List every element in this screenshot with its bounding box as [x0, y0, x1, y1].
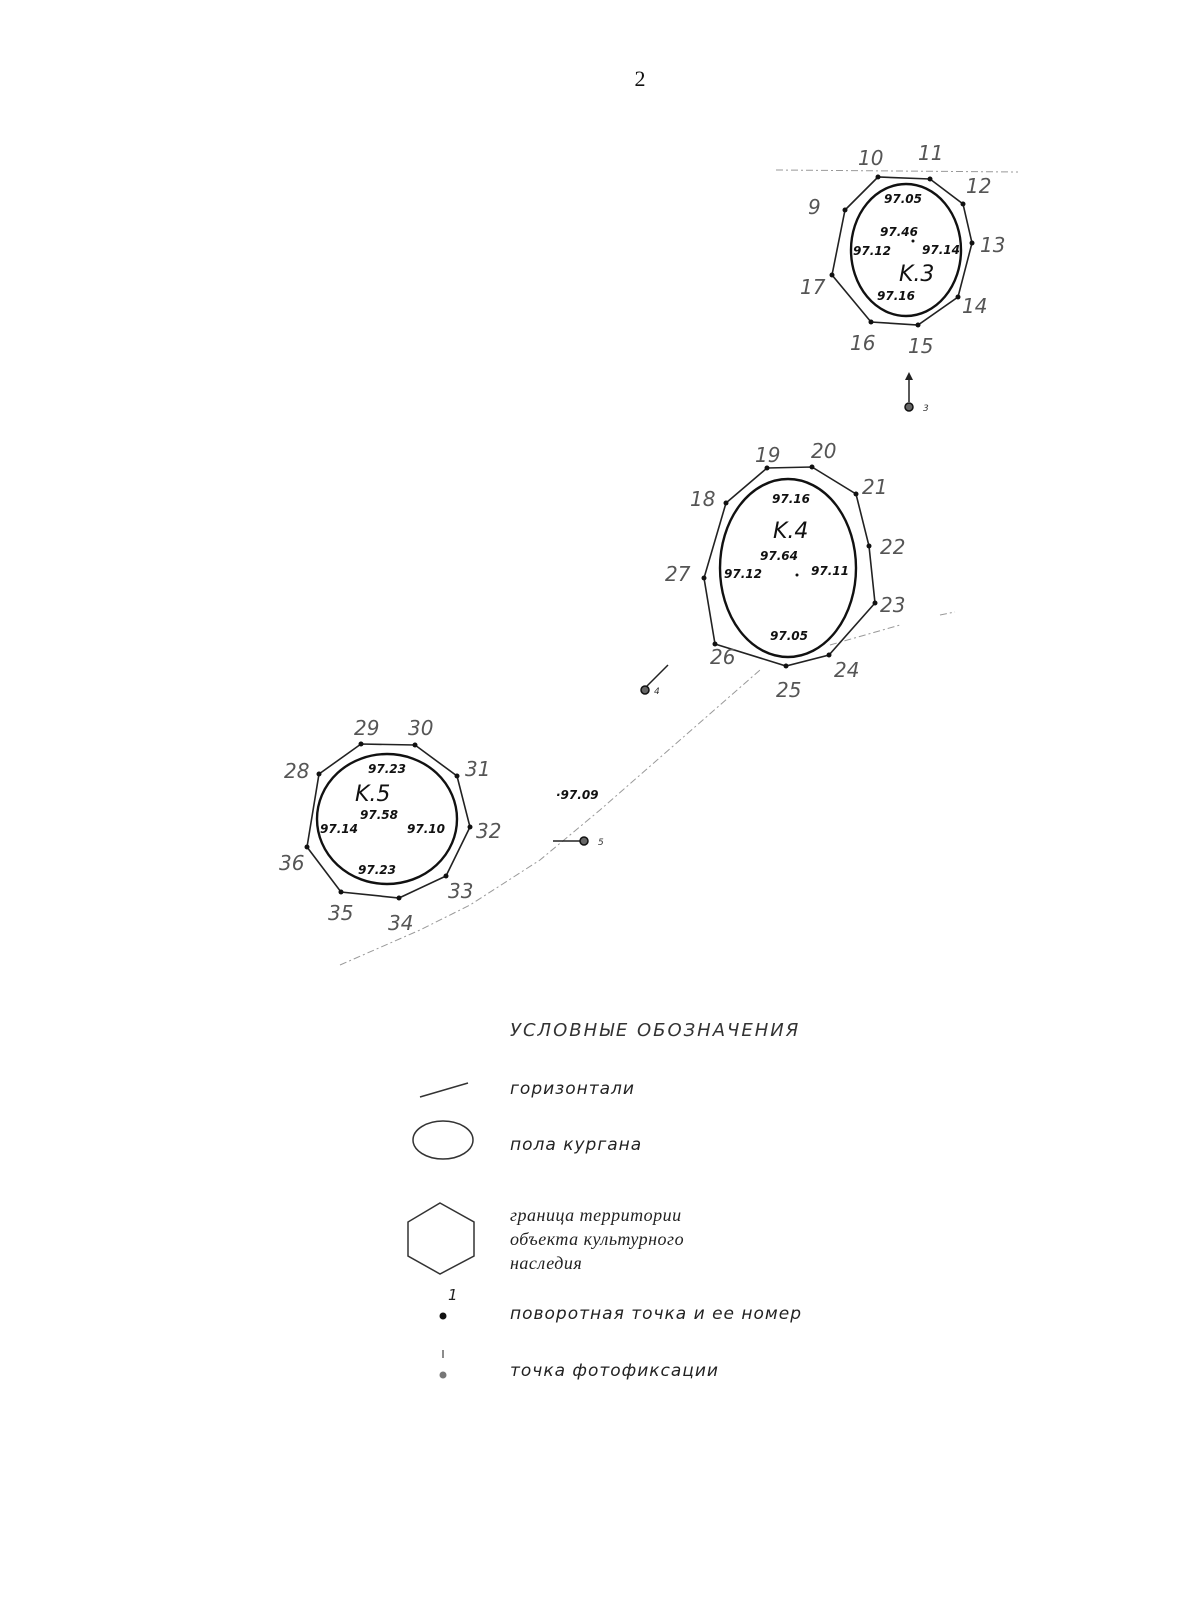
page-number: 2	[634, 66, 646, 91]
elevation-west-k5: 97.14	[320, 822, 358, 836]
elevation-center-k3: 97.46	[880, 225, 918, 239]
elevation-north-k5: 97.23	[368, 762, 406, 776]
legend-label-boundary-2: объекта культурного	[510, 1229, 685, 1249]
vertex-label: 18	[690, 487, 716, 511]
legend-label-photo-point: точка фотофиксации	[510, 1361, 719, 1381]
vertex-label: 11	[918, 141, 944, 165]
legend-label-turning-point: поворотная точка и ее номер	[510, 1304, 802, 1324]
vertex-label: 21	[862, 475, 888, 499]
vertex-label: 23	[880, 593, 906, 617]
vertex-label: 33	[448, 879, 474, 903]
vertex-label: 19	[755, 443, 781, 467]
elevation-east-k4: 97.11	[811, 564, 849, 578]
vertex-label: 10	[858, 146, 884, 170]
elevation-center-k5: 97.58	[360, 808, 398, 822]
elevation-east-k3: 97.14	[922, 243, 960, 257]
vertex-label: 34	[388, 911, 414, 935]
vertex-label: 12	[966, 174, 992, 198]
vertex-label: 31	[465, 757, 491, 781]
legend-line-symbol	[420, 1083, 468, 1097]
vertex-label: 13	[980, 233, 1006, 257]
legend-turning-point-number: 1	[448, 1286, 458, 1304]
vertex-label: 14	[962, 294, 988, 318]
elevation-north-k3: 97.05	[884, 192, 922, 206]
vertex-label: 16	[850, 331, 876, 355]
elevation-south-k5: 97.23	[358, 863, 396, 877]
elevation-center-k4: 97.64	[760, 549, 798, 563]
vertex-label: 35	[328, 901, 354, 925]
vertex-label: 28	[284, 759, 310, 783]
elevation-south-k4: 97.05	[770, 629, 808, 643]
legend-label-boundary-1: граница территории	[510, 1205, 682, 1225]
vertex-label: 32	[476, 819, 502, 843]
elevation-west-k4: 97.12	[724, 567, 762, 581]
legend-ellipse-symbol	[413, 1121, 473, 1159]
vertex-label: 22	[880, 535, 906, 559]
legend-label-boundary-3: наследия	[510, 1253, 583, 1273]
elevation-north-k4: 97.16	[772, 492, 810, 506]
vertex-label: 29	[354, 716, 380, 740]
vertex-label: 36	[279, 851, 305, 875]
vertex-label: 17	[800, 275, 826, 299]
elevation-west-k3: 97.12	[853, 244, 891, 258]
legend-title: УСЛОВНЫЕ ОБОЗНАЧЕНИЯ	[510, 1020, 801, 1041]
vertex-label: 20	[811, 439, 837, 463]
mound-name-k5: K.5	[355, 782, 391, 807]
legend-hexagon-symbol	[408, 1203, 474, 1274]
legend-label-contours: горизонтали	[510, 1079, 635, 1099]
mound-name-k3: K.3	[899, 262, 935, 287]
vertex-label: 25	[776, 678, 802, 702]
elevation-east-k5: 97.10	[407, 822, 445, 836]
photo-point-number: 4	[654, 687, 660, 697]
mound-name-k4: K.4	[773, 519, 809, 544]
vertex-label: 24	[834, 658, 860, 682]
vertex-label: 30	[408, 716, 434, 740]
spot-elevation: ·97.09	[556, 788, 599, 802]
photo-point-number: 5	[598, 838, 604, 848]
elevation-south-k3: 97.16	[877, 289, 915, 303]
vertex-label: 9	[808, 195, 821, 219]
legend-turning-point-symbol	[440, 1313, 447, 1320]
vertex-label: 15	[908, 334, 934, 358]
vertex-label: 27	[665, 562, 691, 586]
photo-point-number: 3	[923, 404, 929, 414]
vertex-label: 26	[710, 645, 736, 669]
legend-photo-point-symbol	[440, 1350, 447, 1379]
legend-label-mound-floor: пола кургана	[510, 1135, 643, 1155]
